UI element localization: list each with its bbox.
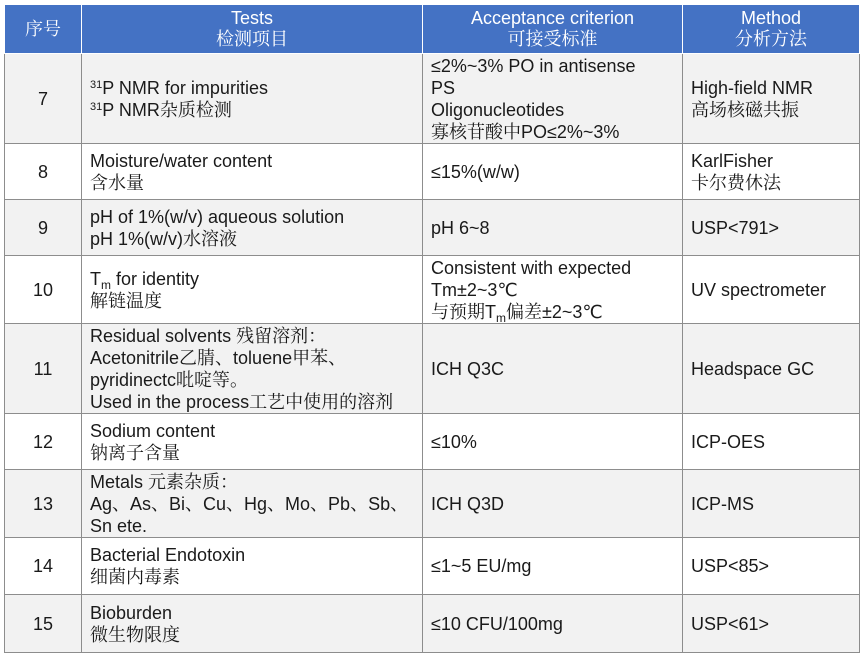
row-number: 7 xyxy=(5,54,82,144)
test-cell xyxy=(82,470,423,538)
criterion-line: Consistent with expected xyxy=(431,257,632,278)
test-line: 细菌内毒素 xyxy=(90,567,180,587)
header-tests-en: Tests xyxy=(230,8,273,28)
table-row xyxy=(5,470,860,538)
header-criterion xyxy=(423,5,683,54)
method-line: ICP-OES xyxy=(691,431,766,452)
test-line: 钠离子含量 xyxy=(90,442,180,463)
header-row xyxy=(5,5,860,54)
row-number: 14 xyxy=(5,538,82,595)
test-line: 微生物限度 xyxy=(90,624,180,645)
test-line: Residual solvents 残留溶剂： xyxy=(90,325,327,346)
criterion-line: ≤15%(w/w) xyxy=(431,161,520,182)
method-cell xyxy=(683,414,860,470)
method-cell xyxy=(683,54,860,144)
criterion-line: Tm±2~3℃ xyxy=(431,279,518,300)
test-line: Used in the process工艺中使用的溶剂 xyxy=(90,391,394,412)
method-line: 高场核磁共振 xyxy=(691,99,799,120)
test-line: Bacterial Endotoxin xyxy=(90,545,246,565)
method-cell xyxy=(683,324,860,414)
method-cell xyxy=(683,200,860,256)
criterion-cell xyxy=(423,200,683,256)
method-line: USP<61> xyxy=(691,613,770,634)
table-row xyxy=(5,538,860,595)
table-row xyxy=(5,414,860,470)
criterion-cell xyxy=(423,414,683,470)
row-number: 8 xyxy=(5,144,82,200)
melting-subscript: m xyxy=(496,310,506,324)
criterion-line: ≤2%~3% PO in antisense xyxy=(431,55,636,76)
criterion-cell xyxy=(423,256,683,324)
row-number: 12 xyxy=(5,414,82,470)
header-method xyxy=(683,5,860,54)
row-number: 13 xyxy=(5,470,82,538)
criterion-line: ICH Q3C xyxy=(431,358,505,379)
test-line: pH 1%(w/v)水溶液 xyxy=(90,228,238,249)
criterion-cell xyxy=(423,144,683,200)
method-line: USP<791> xyxy=(691,217,780,238)
table-row xyxy=(5,595,860,653)
test-cell xyxy=(82,414,423,470)
test-text: for identity xyxy=(111,268,200,289)
criterion-cell xyxy=(423,538,683,595)
test-line: Sn ete. xyxy=(90,515,148,536)
method-line: ICP-MS xyxy=(691,493,754,514)
test-line: 含水量 xyxy=(90,172,144,193)
header-no: 序号 xyxy=(5,5,82,54)
test-line: 解链温度 xyxy=(90,290,162,311)
table-row xyxy=(5,256,860,324)
method-cell xyxy=(683,470,860,538)
test-text: P NMR for impurities xyxy=(102,77,268,98)
criterion-line: PS xyxy=(431,77,456,98)
test-cell xyxy=(82,595,423,653)
method-cell xyxy=(683,595,860,653)
row-number: 10 xyxy=(5,256,82,324)
criterion-line: ≤10% xyxy=(431,431,477,452)
criterion-line: ICH Q3D xyxy=(431,493,505,514)
test-line: Sodium content xyxy=(90,420,216,441)
test-cell xyxy=(82,324,423,414)
criterion-line: pH 6~8 xyxy=(431,217,490,238)
test-text: T xyxy=(90,268,101,289)
criterion-text: 与预期T xyxy=(431,301,496,322)
test-line xyxy=(90,77,414,99)
header-criterion-zh: 可接受标准 xyxy=(507,29,598,49)
method-line: Headspace GC xyxy=(691,358,815,379)
test-cell xyxy=(82,256,423,324)
criterion-line xyxy=(431,301,674,323)
melting-subscript: m xyxy=(101,277,111,292)
criterion-text: 偏差±2~3℃ xyxy=(506,301,603,322)
method-line: High-field NMR xyxy=(691,77,814,98)
test-cell xyxy=(82,200,423,256)
header-tests xyxy=(82,5,423,54)
header-method-zh: 分析方法 xyxy=(735,29,807,49)
test-cell xyxy=(82,538,423,595)
criterion-line: 寡核苷酸中PO≤2%~3% xyxy=(431,121,620,142)
test-line xyxy=(90,268,414,290)
test-line xyxy=(90,99,414,121)
test-line: Bioburden xyxy=(90,602,173,623)
header-criterion-en: Acceptance criterion xyxy=(470,8,635,28)
test-line: Ag、As、Bi、Cu、Hg、Mo、Pb、Sb、 xyxy=(90,493,409,514)
criterion-cell xyxy=(423,470,683,538)
method-cell xyxy=(683,538,860,595)
criterion-cell xyxy=(423,54,683,144)
table-row xyxy=(5,324,860,414)
row-number: 9 xyxy=(5,200,82,256)
method-line: 卡尔费休法 xyxy=(691,172,781,193)
test-line: pH of 1%(w/v) aqueous solution xyxy=(90,206,345,227)
test-cell xyxy=(82,144,423,200)
table-row xyxy=(5,54,860,144)
test-text: P NMR杂质检测 xyxy=(102,99,232,120)
method-cell xyxy=(683,256,860,324)
criterion-cell xyxy=(423,595,683,653)
isotope-superscript: 31 xyxy=(90,100,103,113)
method-cell xyxy=(683,144,860,200)
table-row xyxy=(5,144,860,200)
test-line: pyridinectc吡啶等。 xyxy=(90,369,249,390)
method-line: USP<85> xyxy=(691,556,770,576)
header-tests-zh: 检测项目 xyxy=(216,29,288,49)
test-line: Moisture/water content xyxy=(90,150,273,171)
criterion-line: ≤1~5 EU/mg xyxy=(431,556,532,576)
criterion-line: Oligonucleotides xyxy=(431,99,565,120)
test-line: Metals 元素杂质： xyxy=(90,471,239,492)
criterion-line: ≤10 CFU/100mg xyxy=(431,613,563,634)
criterion-cell xyxy=(423,324,683,414)
test-cell xyxy=(82,54,423,144)
row-number: 11 xyxy=(5,324,82,414)
isotope-superscript: 31 xyxy=(90,78,103,91)
method-line: UV spectrometer xyxy=(691,279,827,300)
row-number: 15 xyxy=(5,595,82,653)
header-method-en: Method xyxy=(740,8,802,28)
method-line: KarlFisher xyxy=(691,150,774,171)
test-line: Acetonitrile乙腈、toluene甲苯、 xyxy=(90,347,347,368)
table-row xyxy=(5,200,860,256)
spec-table xyxy=(4,4,860,653)
